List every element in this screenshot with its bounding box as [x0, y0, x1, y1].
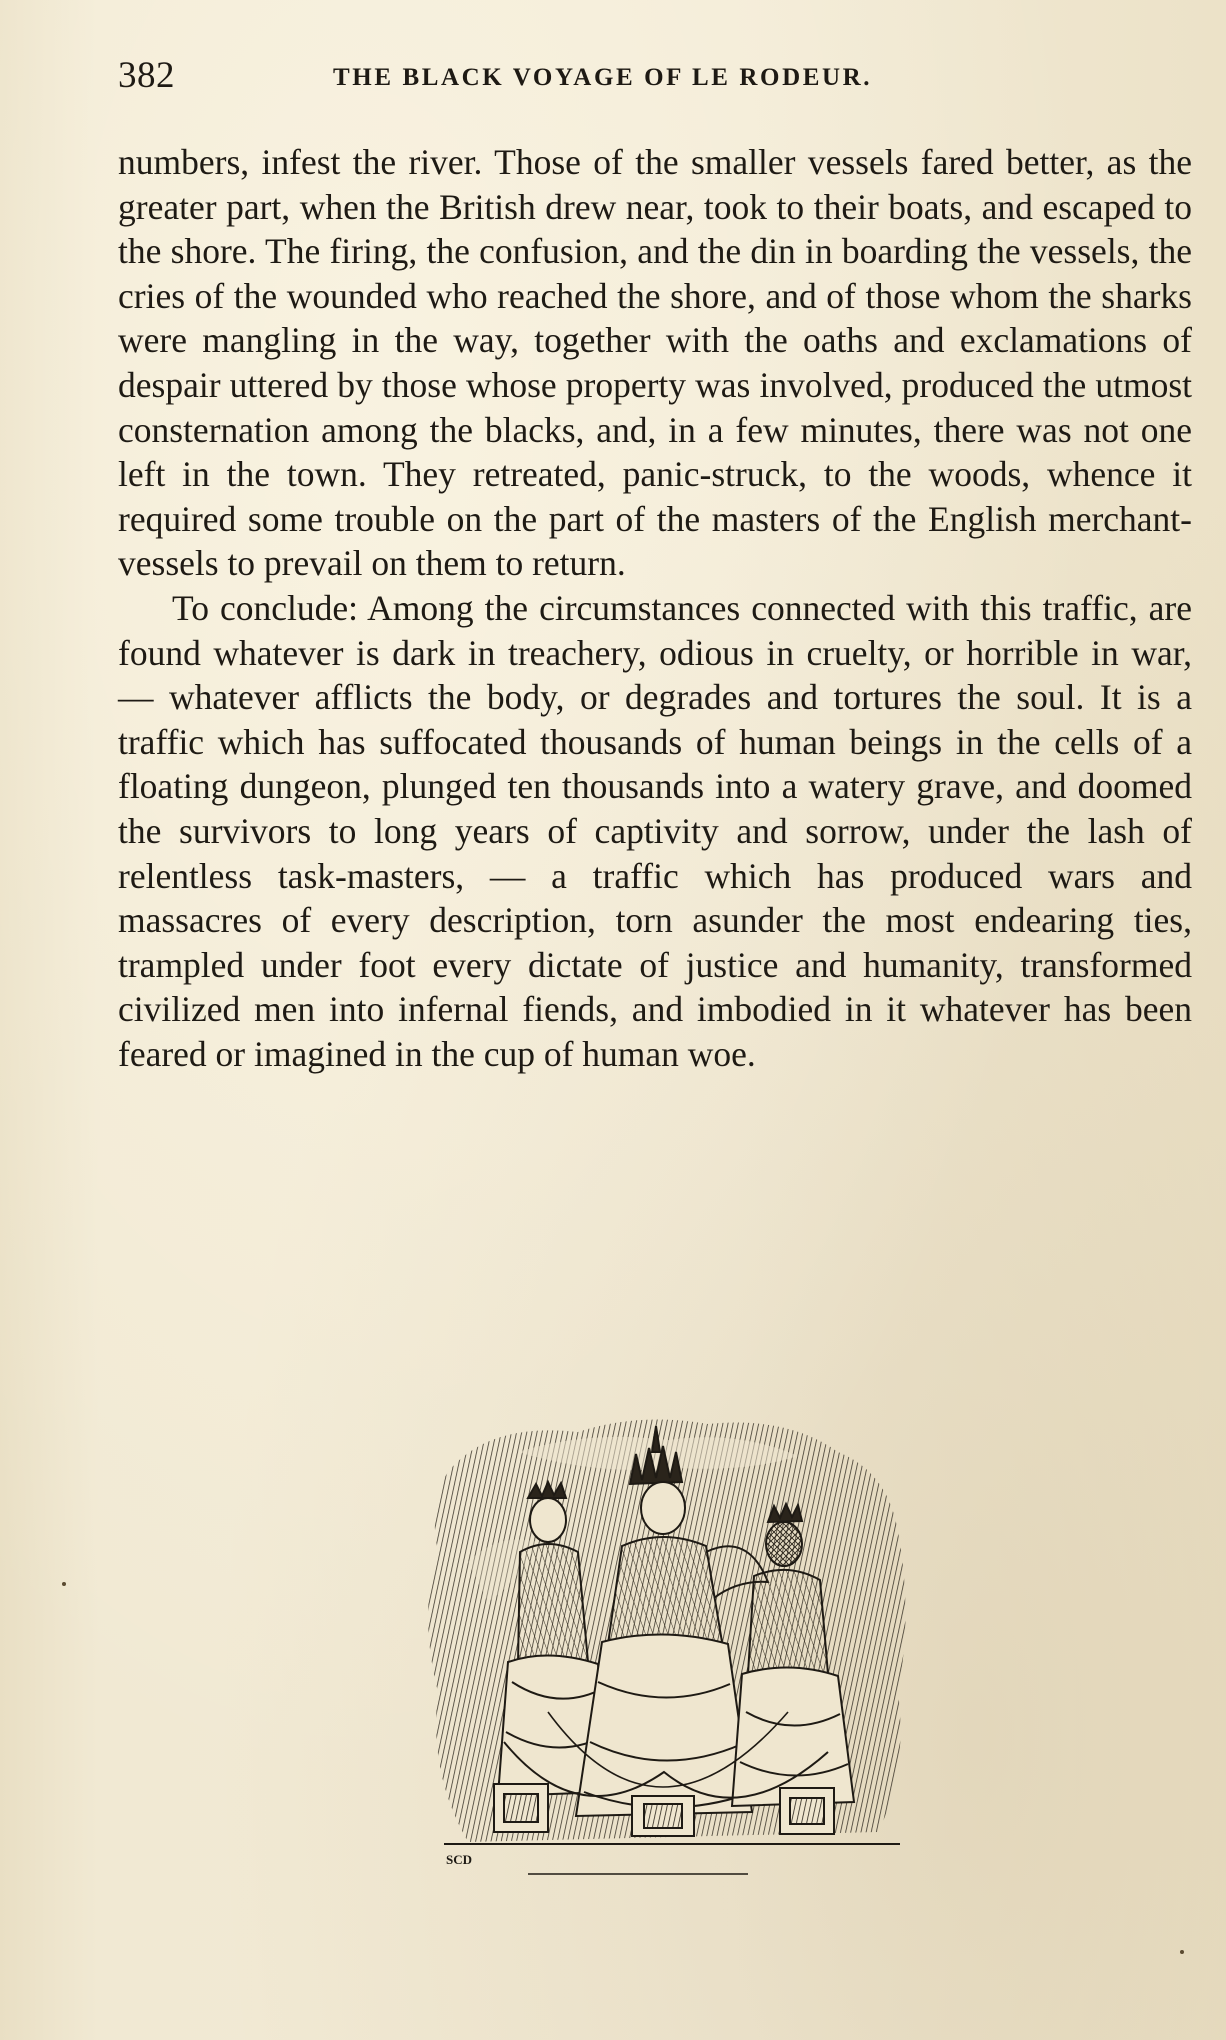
- engraving-image: [408, 1412, 918, 1890]
- paper-speck: [62, 1582, 66, 1586]
- page-number: 382: [118, 55, 175, 96]
- page-header: [118, 54, 1198, 104]
- engraver-signature: SCD: [446, 1852, 473, 1867]
- paper-speck: [1180, 1950, 1184, 1954]
- paragraph-1: numbers, infest the river. Those of the smaller vessels fared better, as the greater part, when the British drew near, took to their boats, and escaped to the shore. The firing, the confusion, and the din in boarding the vessels, the cries of the wounded who reached the shore, and of those whom the sharks were mangling in the way, together with the oaths and exclamations of despair uttered by those whose property was involved, produced the utmost consternation among the blacks, and, in a few minutes, there was not one left in the town. They retreated, panic-struck, to the woods, whence it required some trouble on the part of the masters of the English merchant-vessels to prevail on them to return.: [118, 142, 1192, 584]
- tailpiece-illustration: [408, 1412, 918, 1890]
- running-title: THE BLACK VOYAGE OF LE RODEUR.: [333, 64, 873, 91]
- paragraph-2: To conclude: Among the circumstances connected with this traffic, are found whatever is dark in treachery, odious in cruelty, or horrible in war, — whatever afflicts the body, or degrades and tortures the soul. It is a traffic which has suffocated thousands of human beings in the cells of a floating dungeon, plunged ten thousands into a watery grave, and doomed the survivors to long years of captivity and sorrow, under the lash of relentless task-masters, — a traffic which has produced wars and massacres of every description, torn asunder the most endearing ties, trampled under foot every dictate of justice and humanity, transformed civilized men into infernal fiends, and imbodied in it whatever has been feared or imagined in the cup of human woe.: [118, 587, 1192, 1074]
- body-text: [118, 140, 1192, 1076]
